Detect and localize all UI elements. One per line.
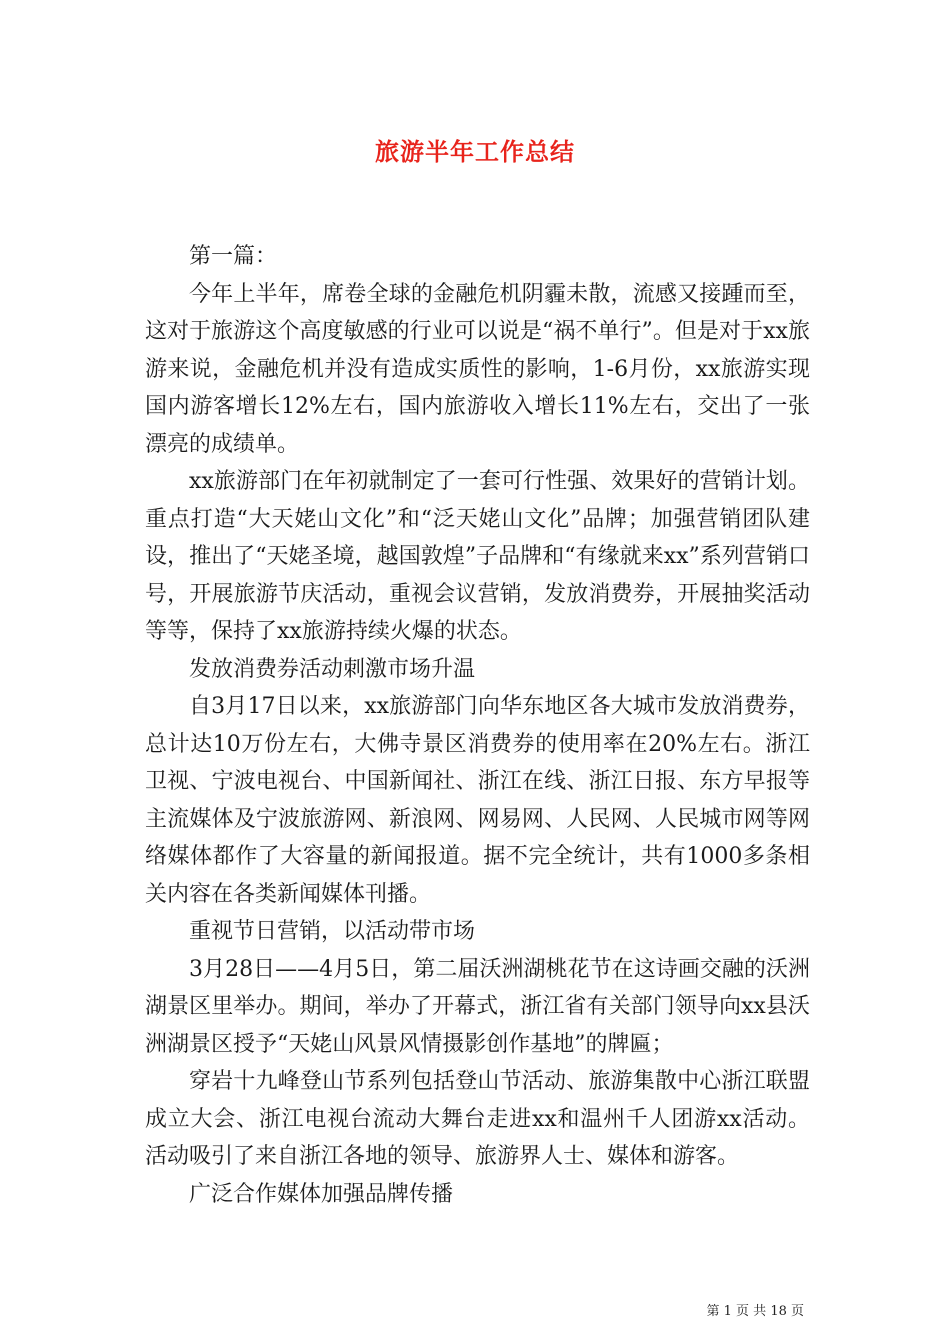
paragraph: 穿岩十九峰登山节系列包括登山节活动、旅游集散中心浙江联盟成立大会、浙江电视台流动大舞台走进xx和温州千人团游xx活动。活动吸引了来自浙江各地的领导、旅游界人士、媒体和游客。 bbox=[145, 1069, 810, 1169]
subheading: 发放消费券活动刺激市场升温 bbox=[189, 656, 476, 682]
page-number-footer: 第 1 页 共 18 页 bbox=[706, 1304, 804, 1319]
document-body bbox=[145, 238, 810, 1213]
paragraph: 自3月17日以来，xx旅游部门向华东地区各大城市发放消费券，总计达10万份左右，大佛寺景区消费券的使用率在20%左右。浙江卫视、宁波电视台、中国新闻社、浙江在线、浙江日报、东方早报等主流媒体及宁波旅游网、新浪网、网易网、人民网、人民城市网等网络媒体都作了大容量的新闻报道。据不完全统计，共有1000多条相关内容在各类新闻媒体刊播。 bbox=[145, 694, 810, 907]
subheading: 重视节日营销，以活动带市场 bbox=[189, 919, 476, 944]
subheading: 广泛合作媒体加强品牌传播 bbox=[189, 1181, 454, 1207]
document-title: 旅游半年工作总结 bbox=[375, 137, 575, 166]
paragraph: 今年上半年，席卷全球的金融危机阴霾未散，流感又接踵而至，这对于旅游这个高度敏感的行业可以说是“祸不单行”。但是对于xx旅游来说，金融危机并没有造成实质性的影响，1-6月份，xx旅游实现国内游客增长12%左右，国内旅游收入增长11%左右，交出了一张漂亮的成绩单。 bbox=[145, 281, 810, 457]
paragraph: xx旅游部门在年初就制定了一套可行性强、效果好的营销计划。重点打造“大天姥山文化”和“泛天姥山文化”品牌；加强营销团队建设，推出了“天姥圣境，越国敦煌”子品牌和“有缘就来xx”系列营销口号，开展旅游节庆活动，重视会议营销，发放消费券，开展抽奖活动等等，保持了xx旅游持续火爆的状态。 bbox=[145, 469, 810, 644]
paragraph: 3月28日——4月5日，第二届沃洲湖桃花节在这诗画交融的沃洲湖景区里举办。期间，举办了开幕式，浙江省有关部门领导向xx县沃洲湖景区授予“天姥山风景风情摄影创作基地”的牌匾； bbox=[145, 956, 810, 1057]
section-label: 第一篇： bbox=[189, 244, 278, 269]
